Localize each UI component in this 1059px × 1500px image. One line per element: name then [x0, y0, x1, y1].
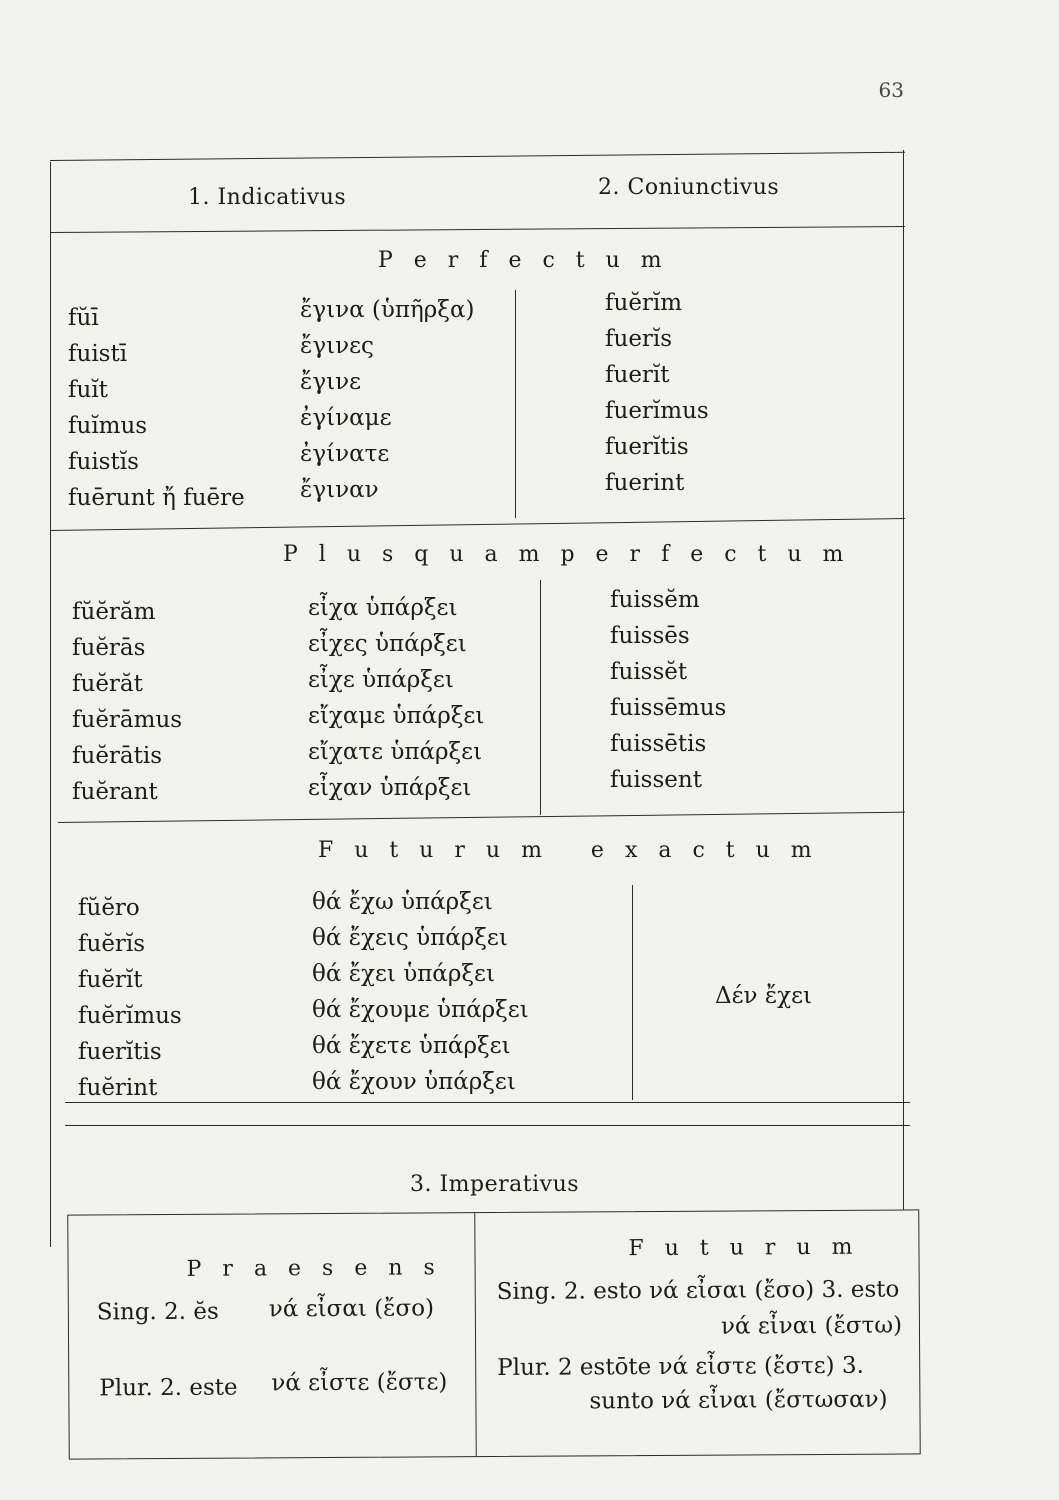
plusquam-latin-5: fuĕrātis	[72, 743, 163, 769]
futex-latin-2: fuĕrĭs	[78, 931, 146, 957]
praesens-title: P r a e s e n s	[186, 1255, 442, 1282]
perfectum-greek-6: ἔγιναν	[300, 477, 379, 503]
futurum-exactum-title: F u t u r u m e x a c t u m	[318, 838, 819, 863]
futurum-exactum-latin-column	[78, 890, 182, 1106]
futurum-sing-line2: νά εἶναι (ἔστω)	[720, 1312, 903, 1340]
futex-latin-1: fŭĕro	[78, 895, 140, 921]
page-number: 63	[878, 78, 904, 102]
praesens-sing-label: Sing. 2. ĕs	[96, 1298, 219, 1326]
futex-greek-3: θά ἔχει ὑπάρξει	[312, 961, 495, 987]
perfectum-latin-3: fuĭt	[68, 377, 108, 403]
perfectum-latin-2: fuistī	[68, 341, 128, 367]
header-coniunctivus: 2. Coniunctivus	[598, 175, 780, 200]
plusquam-coni-3: fuissĕt	[610, 659, 688, 685]
futex-greek-6: θά ἔχουν ὑπάρξει	[312, 1069, 516, 1095]
perfectum-coni-5: fuerĭtis	[605, 434, 689, 460]
perfectum-coni-4: fuerĭmus	[605, 398, 709, 424]
perfectum-coni-3: fuerĭt	[605, 362, 670, 388]
perfectum-latin-4: fuĭmus	[68, 413, 148, 439]
futurum-exactum-column-divider	[632, 885, 633, 1100]
plusquam-coni-4: fuissēmus	[610, 695, 727, 721]
plusquam-latin-6: fuĕrant	[72, 779, 158, 805]
perfectum-latin-5: fuistĭs	[68, 449, 139, 475]
plusquam-greek-2: εἶχες ὑπάρξει	[308, 631, 467, 657]
futurum-exactum-greek-column	[312, 884, 529, 1100]
futurum-exactum-coniunctivus: Δέν ἔχει	[715, 983, 813, 1009]
perfectum-greek-1: ἔγινα (ὑπῆρξα)	[300, 297, 475, 323]
imperativus-column-divider	[474, 1213, 476, 1456]
header-divider	[50, 226, 905, 233]
perfectum-greek-4: ἐγίναμε	[300, 405, 392, 431]
perfectum-latin-column	[68, 300, 245, 516]
header-indicativus: 1. Indicativus	[188, 185, 347, 210]
perfectum-latin-1: fŭī	[68, 305, 99, 331]
futex-latin-5: fuerĭtis	[78, 1039, 162, 1065]
perfectum-greek-column	[300, 292, 474, 508]
futex-greek-4: θά ἔχουμε ὑπάρξει	[312, 997, 529, 1023]
imperativus-table	[67, 1209, 920, 1459]
plusquam-coni-6: fuissent	[610, 767, 702, 793]
table-border-right	[903, 150, 904, 1210]
plusquam-latin-2: fuĕrās	[72, 635, 146, 661]
plusquamperfectum-title: P l u s q u a m p e r f e c t u m	[283, 542, 851, 567]
futurum-exactum-bottom-rule	[65, 1102, 910, 1103]
futurum-plur-line2: sunto νά εἶναι (ἔστωσαν)	[589, 1386, 888, 1415]
futurum-plur-line1: Plur. 2 estōte νά εἶστε (ἔστε) 3.	[497, 1352, 864, 1381]
imperativus-title: 3. Imperativus	[410, 1172, 580, 1197]
praesens-plur-greek: νά εἶστε (ἔστε)	[271, 1369, 448, 1397]
futex-latin-6: fuĕrint	[78, 1075, 158, 1101]
table-border-left	[50, 162, 51, 1247]
plusquam-coni-2: fuissēs	[610, 623, 690, 649]
futex-latin-3: fuĕrĭt	[78, 967, 143, 993]
perfectum-bottom-rule	[50, 518, 905, 531]
plusquam-greek-6: εἶχαν ὑπάρξει	[308, 775, 472, 801]
praesens-plur-label: Plur. 2. este	[99, 1374, 238, 1402]
plusquam-greek-3: εἶχε ὑπάρξει	[308, 667, 454, 693]
plusquamperfectum-greek-column	[308, 590, 484, 806]
futurum-sing-line1: Sing. 2. esto νά εἶσαι (ἔσο) 3. esto	[496, 1276, 900, 1305]
futex-greek-1: θά ἔχω ὑπάρξει	[312, 889, 493, 915]
table-border-top	[50, 152, 905, 161]
futex-greek-2: θά ἔχεις ὑπάρξει	[312, 925, 508, 951]
perfectum-coniunctivus-column	[605, 285, 709, 501]
plusquam-coni-1: fuissĕm	[610, 587, 700, 613]
perfectum-title: P e r f e c t u m	[378, 248, 669, 273]
plusquamperfectum-bottom-rule	[58, 812, 905, 823]
plusquam-greek-5: εἴχατε ὑπάρξει	[308, 739, 483, 765]
plusquamperfectum-coniunctivus-column	[610, 582, 726, 798]
plusquam-coni-5: fuissētis	[610, 731, 707, 757]
perfectum-coni-1: fuĕrĭm	[605, 290, 683, 316]
plusquam-greek-1: εἶχα ὑπάρξει	[308, 595, 458, 621]
perfectum-coni-2: fuerĭs	[605, 326, 673, 352]
perfectum-greek-3: ἔγινε	[300, 369, 362, 395]
plusquam-latin-1: fŭĕrăm	[72, 599, 156, 625]
table-bottom-rule	[65, 1125, 910, 1126]
futurum-title: F u t u r u m	[628, 1234, 860, 1262]
futex-greek-5: θά ἔχετε ὑπάρξει	[312, 1033, 511, 1059]
plusquam-latin-4: fuĕrāmus	[72, 707, 183, 733]
plusquamperfectum-column-divider	[540, 580, 541, 815]
perfectum-latin-6: fuērunt ἤ fuēre	[68, 485, 245, 511]
praesens-sing-greek: νά εἶσαι (ἔσο)	[268, 1295, 435, 1323]
perfectum-greek-5: ἐγίνατε	[300, 441, 390, 467]
perfectum-greek-2: ἔγινες	[300, 333, 374, 359]
plusquam-greek-4: εἴχαμε ὑπάρξει	[308, 703, 485, 729]
perfectum-coni-6: fuerint	[605, 470, 685, 496]
plusquamperfectum-latin-column	[72, 594, 182, 810]
perfectum-column-divider	[515, 290, 516, 518]
plusquam-latin-3: fuĕrăt	[72, 671, 143, 697]
futex-latin-4: fuĕrĭmus	[78, 1003, 182, 1029]
